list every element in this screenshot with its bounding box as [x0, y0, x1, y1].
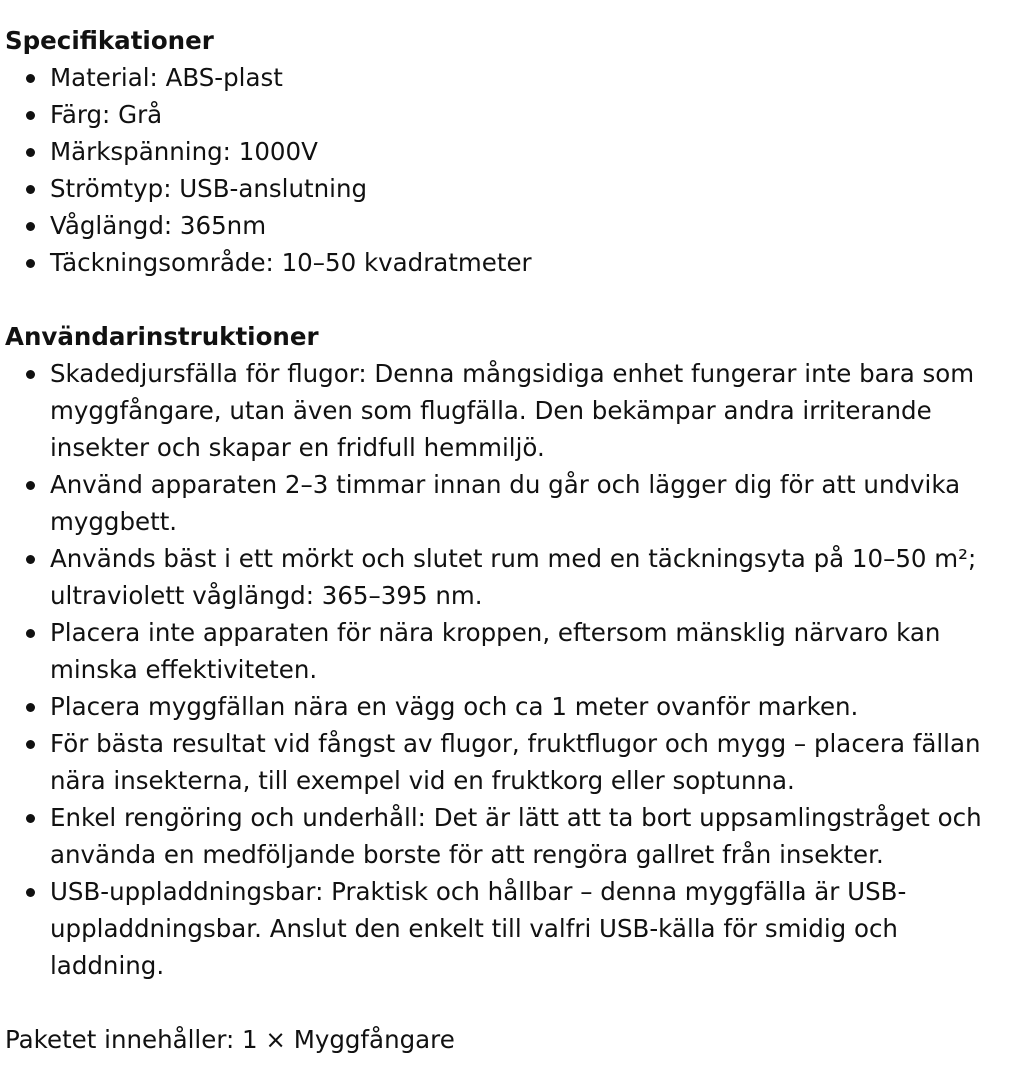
spec-item: Färg: Grå	[5, 96, 995, 133]
spec-item: Material: ABS-plast	[5, 59, 995, 96]
spec-item: Märkspänning: 1000V	[5, 133, 995, 170]
instruction-item: För bästa resultat vid fångst av flugor, fruktflugor och mygg – placera fällan nära insekterna, till exempel vid en fruktkorg eller soptunna.	[5, 725, 995, 799]
instructions-heading: Användarinstruktioner	[5, 322, 319, 351]
instruction-item: USB-uppladdningsbar: Praktisk och hållbar – denna myggfälla är USB-uppladdningsbar. Anslut den enkelt till valfri USB-källa för smidig och laddning.	[5, 873, 995, 984]
instruction-item: Använd apparaten 2–3 timmar innan du går och lägger dig för att undvika myggbett.	[5, 466, 995, 540]
specifications-list	[5, 59, 995, 281]
package-contents: Paketet innehåller: 1 × Myggfångare	[5, 1025, 455, 1054]
instruction-item: Används bäst i ett mörkt och slutet rum med en täckningsyta på 10–50 m²; ultraviolett våglängd: 365–395 nm.	[5, 540, 995, 614]
instruction-item: Skadedjursfälla för flugor: Denna mångsidiga enhet fungerar inte bara som myggfångare, utan även som flugfälla. Den bekämpar andra irriterande insekter och skapar en fridfull hemmiljö.	[5, 355, 995, 466]
instruction-item: Enkel rengöring och underhåll: Det är lätt att ta bort uppsamlingstråget och använda en medföljande borste för att rengöra gallret från insekter.	[5, 799, 995, 873]
specifications-heading: Specifikationer	[5, 26, 214, 55]
instructions-list	[5, 355, 995, 984]
section-spacer	[5, 281, 995, 318]
instruction-item: Placera myggfällan nära en vägg och ca 1 meter ovanför marken.	[5, 688, 995, 725]
section-spacer	[5, 984, 995, 1021]
spec-item: Täckningsområde: 10–50 kvadratmeter	[5, 244, 995, 281]
spec-item: Våglängd: 365nm	[5, 207, 995, 244]
spec-item: Strömtyp: USB-anslutning	[5, 170, 995, 207]
instruction-item: Placera inte apparaten för nära kroppen, eftersom mänsklig närvaro kan minska effektiviteten.	[5, 614, 995, 688]
